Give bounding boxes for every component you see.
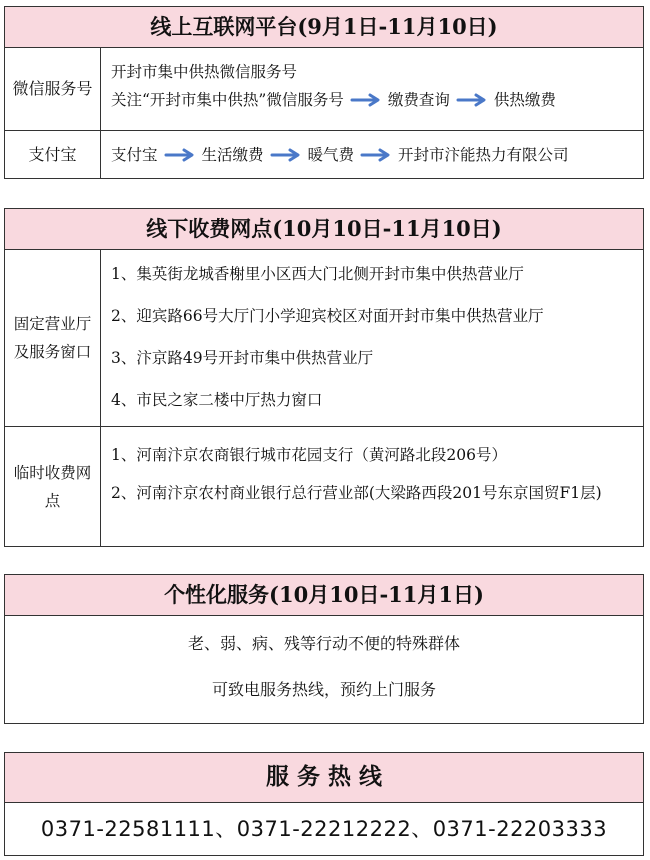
hotline-numbers: 0371-22581111、0371-22212222、0371-22203333	[40, 817, 608, 841]
fixed-item: 1、集英街龙城香榭里小区西大门北侧开封市集中供热营业厅	[111, 265, 524, 283]
alipay-row	[5, 130, 643, 178]
personal-title: 个性化服务(10月10日-11月1日)	[5, 575, 643, 616]
alipay-step-3: 暖气费	[307, 145, 355, 164]
online-section	[4, 6, 644, 179]
wechat-label: 微信服务号	[5, 48, 101, 130]
arrow-right-icon	[164, 148, 196, 162]
alipay-step-1: 支付宝	[111, 145, 158, 164]
wechat-step-3: 供热缴费	[493, 91, 556, 109]
wechat-step-1: 关注“开封市集中供热”微信服务号	[111, 91, 344, 109]
alipay-step-4: 开封市汴能热力有限公司	[398, 145, 569, 164]
personal-section	[4, 574, 644, 724]
wechat-row	[5, 48, 643, 130]
arrow-right-icon	[350, 93, 382, 107]
fixed-content	[101, 250, 643, 426]
hotline-section	[4, 752, 644, 856]
fixed-item: 3、汴京路49号开封市集中供热营业厅	[111, 349, 374, 367]
temporary-content	[101, 427, 643, 546]
arrow-right-icon	[456, 93, 488, 107]
online-title: 线上互联网平台(9月1日-11月10日)	[5, 7, 643, 48]
hotline-title: 服 务 热 线	[5, 753, 643, 803]
personal-body	[5, 616, 643, 723]
fixed-item: 2、迎宾路66号大厅门小学迎宾校区对面开封市集中供热营业厅	[111, 307, 544, 325]
fixed-row	[5, 250, 643, 426]
wechat-content	[101, 48, 643, 130]
arrow-right-icon	[360, 148, 392, 162]
alipay-steps	[111, 141, 569, 169]
wechat-line1: 开封市集中供热微信服务号	[111, 63, 298, 81]
alipay-step-2: 生活缴费	[201, 145, 264, 164]
arrow-right-icon	[270, 148, 302, 162]
wechat-line2	[111, 86, 633, 114]
wechat-step-2: 缴费查询	[387, 91, 450, 109]
temporary-item: 1、河南汴京农商银行城市花园支行（黄河路北段206号）	[111, 446, 507, 464]
personal-line2: 可致电服务热线，预约上门服务	[211, 680, 436, 699]
temporary-item: 2、河南汴京农村商业银行总行营业部(大梁路西段201号东京国贸F1层)	[111, 484, 602, 502]
alipay-label: 支付宝	[5, 131, 101, 178]
fixed-item: 4、市民之家二楼中厅热力窗口	[111, 391, 323, 409]
alipay-content	[101, 131, 643, 178]
temporary-label: 临时收费网点	[5, 427, 101, 546]
temporary-row	[5, 426, 643, 546]
offline-title: 线下收费网点(10月10日-11月10日)	[5, 209, 643, 250]
fixed-label: 固定营业厅及服务窗口	[5, 250, 101, 426]
personal-line1: 老、弱、病、残等行动不便的特殊群体	[187, 634, 460, 653]
offline-section	[4, 208, 644, 547]
